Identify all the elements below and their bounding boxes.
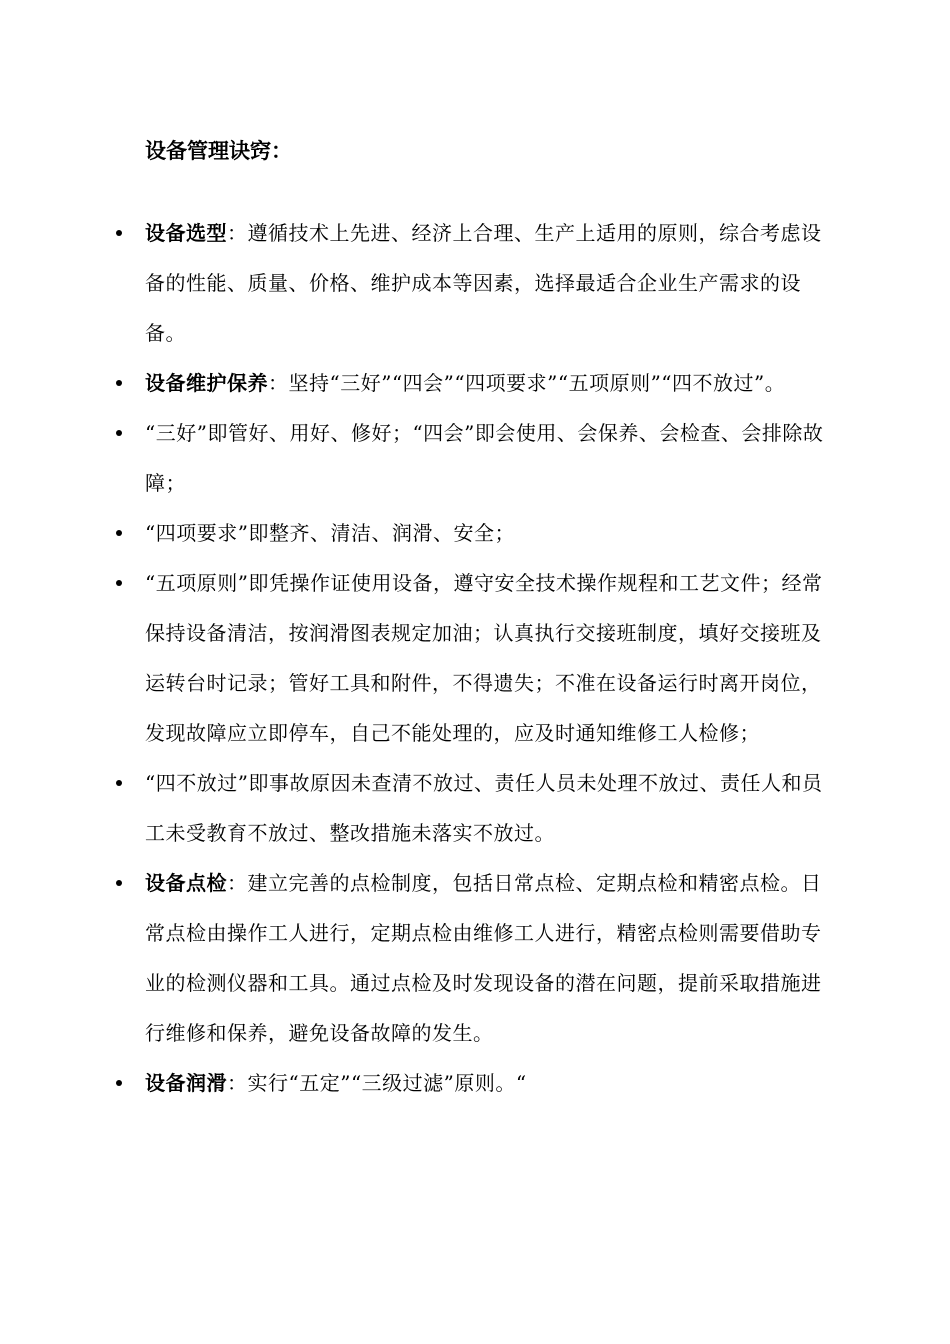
document-title: 设备管理诀窍：: [145, 139, 292, 163]
item-text: ：实行“五定”“三级过滤”原则。“: [227, 1071, 527, 1095]
bullet-icon: [116, 780, 122, 786]
bullet-icon: [116, 880, 122, 886]
item-text: ：坚持“三好”“四会”“四项要求”“五项原则”“四不放过”。: [268, 371, 786, 395]
item-text: “三好”即管好、用好、修好；“四会”即会使用、会保养、会检查、会排除故障；: [145, 421, 824, 495]
item-lead: 设备润滑: [145, 1071, 227, 1095]
item-text: ：建立完善的点检制度，包括日常点检、定期点检和精密点检。日常点检由操作工人进行，定期点检由维修工人进行，精密点检则需要借助专业的检测仪器和工具。通过点检及时发现设备的潜在问题，提前采取措施进行维修和保养，避免设备故障的发生。: [145, 871, 822, 1045]
item-text: ：遵循技术上先进、经济上合理、生产上适用的原则，综合考虑设备的性能、质量、价格、维护成本等因素，选择最适合企业生产需求的设备。: [145, 221, 822, 345]
list-item-four-not-let-go: [145, 758, 835, 858]
list-item-maintenance: [145, 358, 835, 408]
bullet-list: [145, 208, 835, 1108]
list-item-equipment-selection: [145, 208, 835, 358]
item-lead: 设备维护保养: [145, 371, 268, 395]
item-text: “四不放过”即事故原因未查清不放过、责任人员未处理不放过、责任人和员工未受教育不放过、整改措施未落实不放过。: [145, 771, 823, 845]
item-lead: 设备选型: [145, 221, 227, 245]
list-item-three-good: [145, 408, 835, 508]
bullet-icon: [116, 580, 122, 586]
bullet-icon: [116, 380, 122, 386]
item-lead: 设备点检: [145, 871, 227, 895]
item-text: “四项要求”即整齐、清洁、润滑、安全；: [145, 521, 515, 545]
bullet-icon: [116, 230, 122, 236]
bullet-icon: [116, 430, 122, 436]
bullet-icon: [116, 1080, 122, 1086]
bullet-icon: [116, 530, 122, 536]
list-item-spot-check: [145, 858, 835, 1058]
list-item-four-requirements: [145, 508, 835, 558]
list-item-lubrication: [145, 1058, 835, 1108]
item-text: “五项原则”即凭操作证使用设备，遵守安全技术操作规程和工艺文件；经常保持设备清洁，按润滑图表规定加油；认真执行交接班制度，填好交接班及运转台时记录；管好工具和附件，不得遗失；不准在设备运行时离开岗位，发现故障应立即停车，自己不能处理的，应及时通知维修工人检修；: [145, 571, 823, 745]
list-item-five-principles: [145, 558, 835, 758]
